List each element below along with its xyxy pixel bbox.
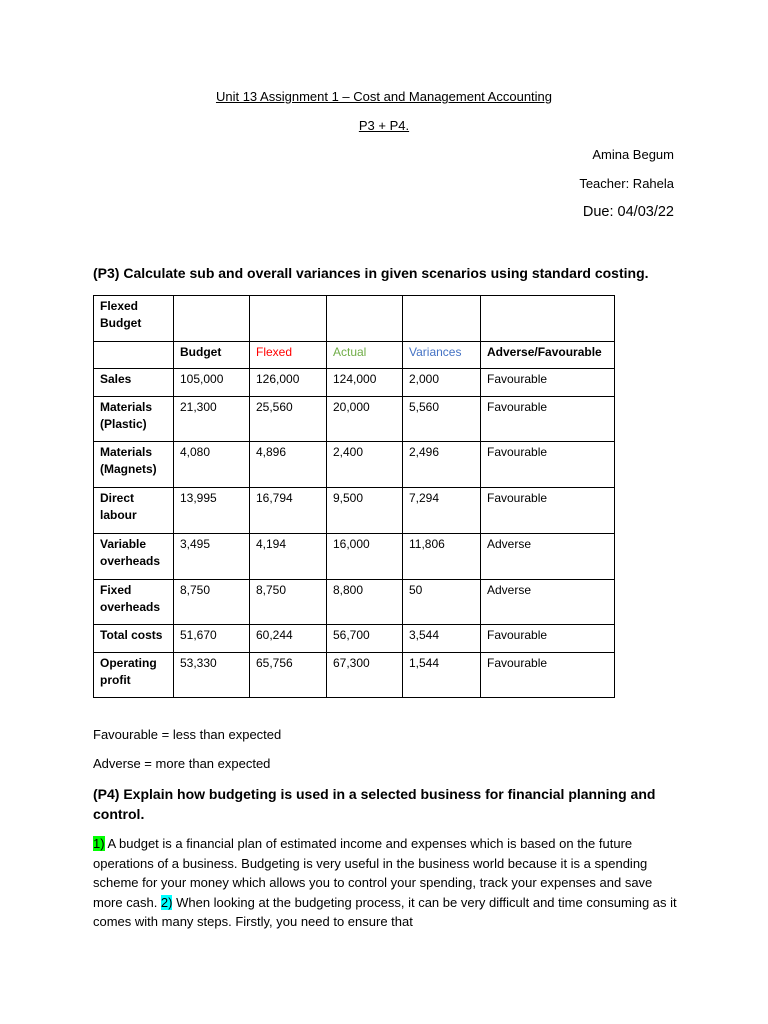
cell-status: Favourable — [481, 369, 615, 397]
row-label: Materials (Plastic) — [94, 397, 174, 442]
cell-status: Adverse — [481, 534, 615, 580]
cell-flexed: 25,560 — [250, 397, 327, 442]
row-label: Total costs — [94, 625, 174, 653]
cell-variance: 2,000 — [403, 369, 481, 397]
cell-budget: 4,080 — [174, 442, 250, 488]
table-header-top-row — [94, 296, 615, 342]
cell-variance: 1,544 — [403, 653, 481, 698]
row-label: Fixed overheads — [94, 580, 174, 625]
p3-heading: (P3) Calculate sub and overall variances in given scenarios using standard costing. — [93, 265, 649, 281]
cell-flexed: 4,194 — [250, 534, 327, 580]
adverse-definition: Adverse = more than expected — [93, 756, 271, 771]
cell-variance: 5,560 — [403, 397, 481, 442]
col-header-budget: Budget — [174, 342, 250, 369]
table-row — [94, 397, 615, 442]
cell-actual: 2,400 — [327, 442, 403, 488]
cell-actual: 67,300 — [327, 653, 403, 698]
cell-variance: 7,294 — [403, 488, 481, 534]
paragraph-text-1: A budget is a financial plan of estimated income and expenses which is based on the future operations of a business. Budgeting is very useful in the business world because it is a spending scheme for your money which allows you to control your spending, track your expenses and save more cash. — [93, 836, 653, 910]
cell-budget: 53,330 — [174, 653, 250, 698]
cell-status: Adverse — [481, 580, 615, 625]
col-header-flexed: Flexed — [250, 342, 327, 369]
cell-flexed: 65,756 — [250, 653, 327, 698]
document-title: Unit 13 Assignment 1 – Cost and Management Accounting — [215, 89, 553, 104]
cell-flexed: 4,896 — [250, 442, 327, 488]
cell-flexed: 126,000 — [250, 369, 327, 397]
row-label: Sales — [94, 369, 174, 397]
row-label: Operating profit — [94, 653, 174, 698]
p4-paragraph — [93, 834, 683, 932]
table-row — [94, 653, 615, 698]
table-row — [94, 442, 615, 488]
cell-budget: 3,495 — [174, 534, 250, 580]
cell-flexed: 8,750 — [250, 580, 327, 625]
cell-flexed: 60,244 — [250, 625, 327, 653]
cell-actual: 20,000 — [327, 397, 403, 442]
cell-status: Favourable — [481, 625, 615, 653]
cell-budget: 8,750 — [174, 580, 250, 625]
author-name: Amina Begum — [592, 147, 674, 162]
table-row — [94, 369, 615, 397]
table-header-row — [94, 342, 615, 369]
cell-budget: 21,300 — [174, 397, 250, 442]
cell-actual: 9,500 — [327, 488, 403, 534]
cell-variance: 3,544 — [403, 625, 481, 653]
table-row — [94, 488, 615, 534]
cell-actual: 56,700 — [327, 625, 403, 653]
row-label: Direct labour — [94, 488, 174, 534]
favourable-definition: Favourable = less than expected — [93, 727, 282, 742]
table-row — [94, 580, 615, 625]
row-label: Variable overheads — [94, 534, 174, 580]
due-date: Due: 04/03/22 — [582, 204, 674, 220]
table-row — [94, 534, 615, 580]
paragraph-text-2: When looking at the budgeting process, it can be very difficult and time consuming as it comes with many steps. Firstly, you need to ensure that — [93, 894, 677, 929]
cell-status: Favourable — [481, 442, 615, 488]
cell-budget: 13,995 — [174, 488, 250, 534]
cell-budget: 105,000 — [174, 369, 250, 397]
p4-heading: (P4) Explain how budgeting is used in a selected business for financial planning and control. — [93, 786, 656, 822]
cell-variance: 2,496 — [403, 442, 481, 488]
col-header-variances: Variances — [403, 342, 481, 369]
cell-actual: 8,800 — [327, 580, 403, 625]
paragraph-marker-1: 1) — [93, 836, 105, 851]
cell-actual: 124,000 — [327, 369, 403, 397]
variance-table — [93, 295, 615, 698]
row-label: Materials (Magnets) — [94, 442, 174, 488]
table-corner-label: Flexed Budget — [94, 296, 174, 342]
cell-variance: 50 — [403, 580, 481, 625]
cell-flexed: 16,794 — [250, 488, 327, 534]
cell-budget: 51,670 — [174, 625, 250, 653]
cell-variance: 11,806 — [403, 534, 481, 580]
document-subtitle: P3 + P4. — [358, 118, 410, 133]
cell-status: Favourable — [481, 397, 615, 442]
cell-status: Favourable — [481, 653, 615, 698]
col-header-actual: Actual — [327, 342, 403, 369]
table-row — [94, 625, 615, 653]
paragraph-marker-2: 2) — [160, 894, 173, 910]
cell-status: Favourable — [481, 488, 615, 534]
col-header-adverse-favourable: Adverse/Favourable — [481, 342, 615, 369]
teacher-name: Teacher: Rahela — [579, 176, 674, 191]
cell-actual: 16,000 — [327, 534, 403, 580]
